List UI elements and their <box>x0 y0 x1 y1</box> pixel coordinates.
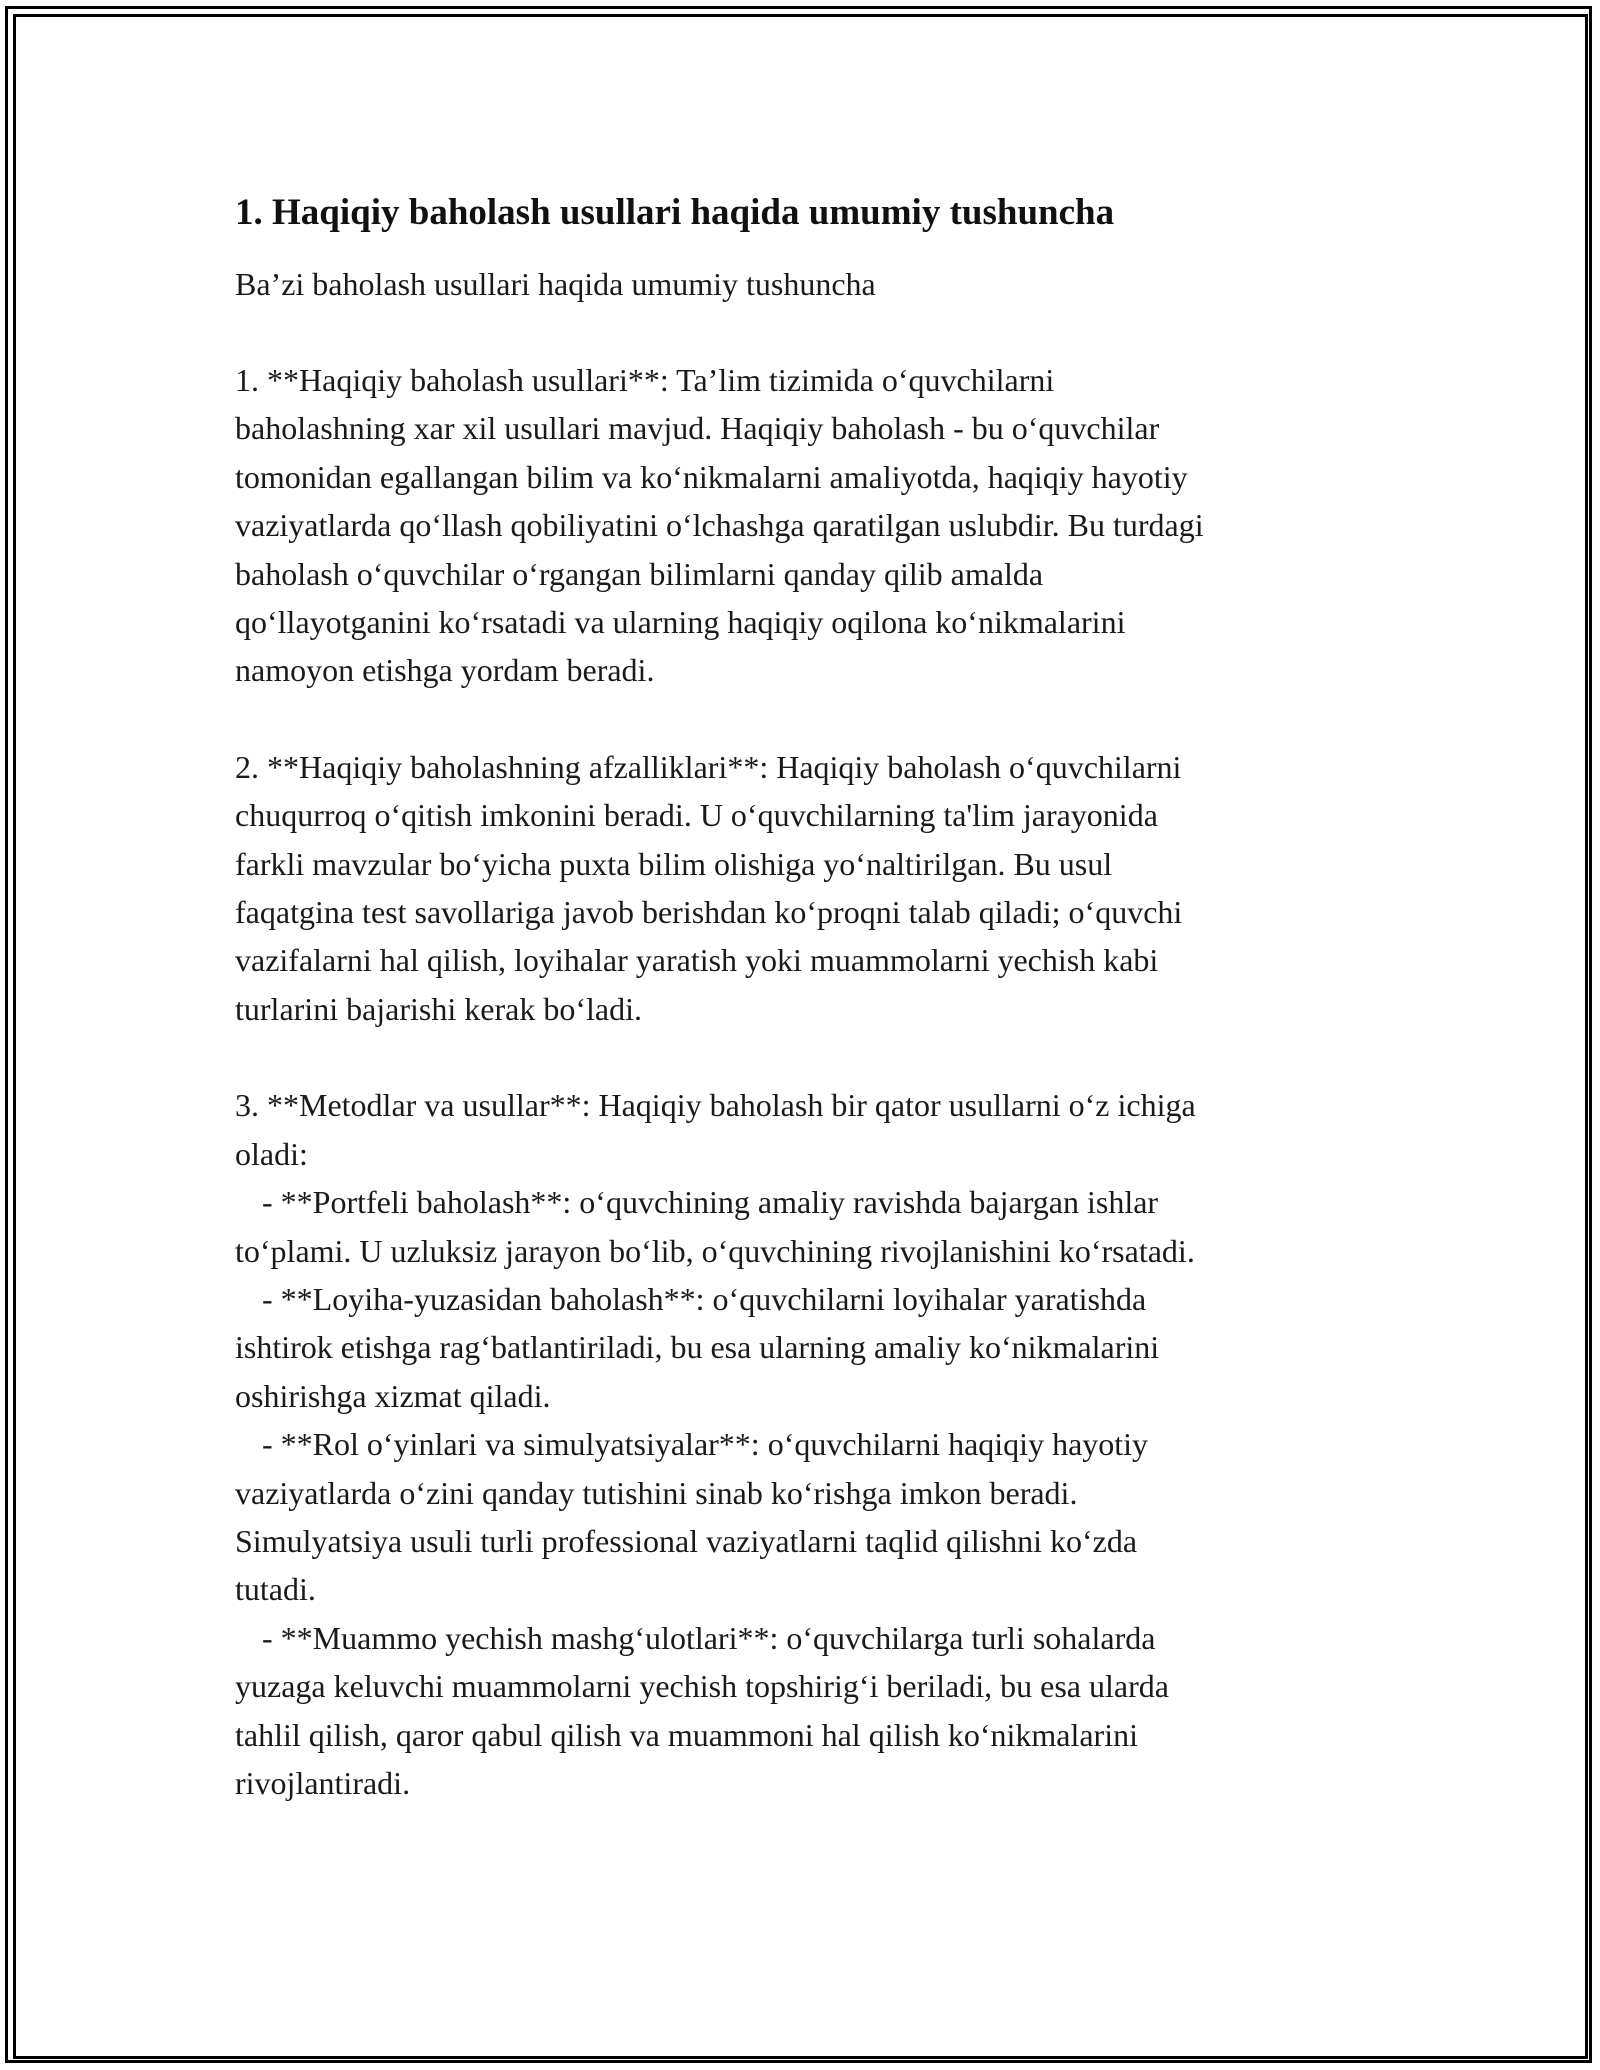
text-line: yuzaga keluvchi muammolarni yechish topshirig‘i beriladi, bu esa ularda <box>235 1668 1169 1705</box>
text-line: oladi: <box>235 1135 308 1172</box>
text-line: farkli mavzular bo‘yicha puxta bilim olishiga yo‘naltirilgan. Bu usul <box>235 845 1113 882</box>
text-line: vaziyatlarda qo‘llash qobiliyatini o‘lchashga qaratilgan uslubdir. Bu turdagi <box>235 507 1204 544</box>
paragraph-1 <box>235 356 1355 695</box>
paragraph-2 <box>235 743 1355 1033</box>
list-item-line: - **Muammo yechish mashg‘ulotlari**: o‘quvchilarga turli sohalarda <box>262 1619 1156 1656</box>
text-line: chuqurroq o‘qitish imkonini beradi. U o‘quvchilarning ta'lim jarayonida <box>235 797 1158 834</box>
text-line: tahlil qilish, qaror qabul qilish va muammoni hal qilish ko‘nikmalarini <box>235 1716 1138 1753</box>
text-line: rivojlantiradi. <box>235 1764 411 1801</box>
text-line: faqatgina test savollariga javob berishdan ko‘proqni talab qiladi; o‘quvchi <box>235 894 1183 931</box>
text-line: vaziyatlarda o‘zini qanday tutishini sinab ko‘rishga imkon beradi. <box>235 1474 1078 1511</box>
text-line: 3. **Metodlar va usullar**: Haqiqiy baholash bir qator usullarni o‘z ichiga <box>235 1087 1196 1124</box>
text-line: namoyon etishga yordam beradi. <box>235 652 655 689</box>
text-line: tomonidan egallangan bilim va ko‘nikmalarni amaliyotda, haqiqiy hayotiy <box>235 458 1188 495</box>
section-subtitle: Ba’zi baholash usullari haqida umumiy tushuncha <box>235 266 876 302</box>
text-line: turlarini bajarishi kerak bo‘ladi. <box>235 990 642 1027</box>
document-body <box>235 188 1355 1855</box>
text-line: baholashning xar xil usullari mavjud. Haqiqiy baholash - bu o‘quvchilar <box>235 410 1160 447</box>
text-line: vazifalarni hal qilish, loyihalar yaratish yoki muammolarni yechish kabi <box>235 942 1159 979</box>
text-line: qo‘llayotganini ko‘rsatadi va ularning haqiqiy oqilona ko‘nikmalarini <box>235 604 1126 641</box>
list-item-line: - **Portfeli baholash**: o‘quvchining amaliy ravishda bajargan ishlar <box>262 1184 1159 1221</box>
text-line: tutadi. <box>235 1571 316 1608</box>
list-item-line: - **Rol o‘yinlari va simulyatsiyalar**: o‘quvchilarni haqiqiy hayotiy <box>262 1426 1149 1463</box>
section-heading: 1. Haqiqiy baholash usullari haqida umumiy tushuncha <box>235 192 1115 233</box>
text-line: 1. **Haqiqiy baholash usullari**: Ta’lim tizimida o‘quvchilarni <box>235 362 1055 398</box>
list-item-line: - **Loyiha-yuzasidan baholash**: o‘quvchilarni loyihalar yaratishda <box>262 1280 1147 1317</box>
text-line: ishtirok etishga rag‘batlantiriladi, bu esa ularning amaliy ko‘nikmalarini <box>235 1329 1160 1366</box>
paragraph-3 <box>235 1081 1355 1807</box>
text-line: oshirishga xizmat qiladi. <box>235 1377 551 1414</box>
text-line: to‘plami. U uzluksiz jarayon bo‘lib, o‘quvchining rivojlanishini ko‘rsatadi. <box>235 1232 1195 1269</box>
text-line: baholash o‘quvchilar o‘rgangan bilimlarni qanday qilib amalda <box>235 555 1044 592</box>
text-line: Simulyatsiya usuli turli professional vaziyatlarni taqlid qilishni ko‘zda <box>235 1522 1138 1559</box>
text-line: 2. **Haqiqiy baholashning afzalliklari**: Haqiqiy baholash o‘quvchilarni <box>235 748 1182 785</box>
